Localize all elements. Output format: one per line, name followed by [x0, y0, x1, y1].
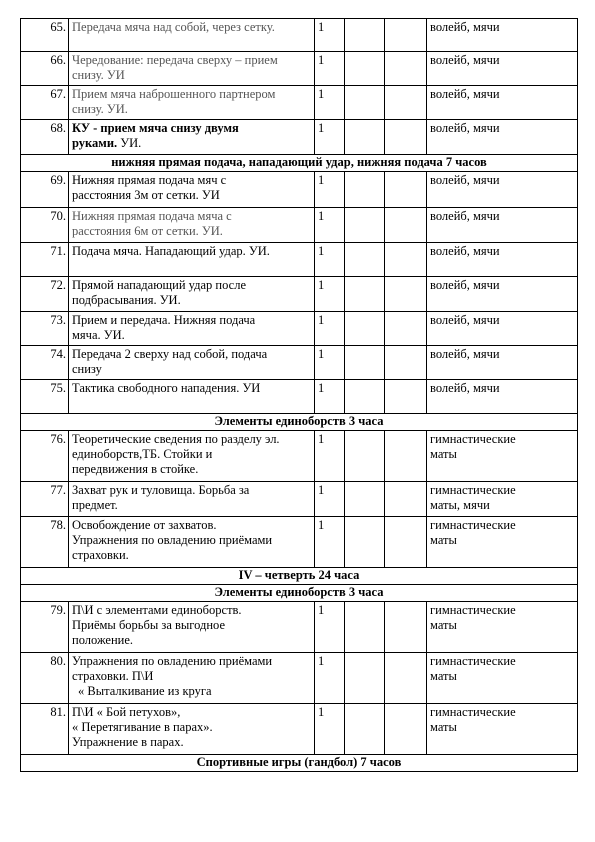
topic-line: страховки. П\И: [72, 669, 154, 683]
equipment-line: гимнастические: [430, 603, 516, 617]
equipment-line: волейб, мячи: [430, 20, 500, 34]
equipment-line: гимнастические: [430, 654, 516, 668]
lesson-equipment: [427, 482, 578, 517]
section-row: [21, 568, 578, 585]
lesson-hours: 1: [315, 19, 345, 52]
equipment-line: маты: [430, 533, 457, 547]
table-row: [21, 86, 578, 120]
table-row: [21, 243, 578, 277]
lesson-topic: [69, 208, 315, 243]
topic-line: П\И с элементами единоборств.: [72, 603, 242, 617]
topic-line: Упражнение в парах.: [72, 735, 184, 749]
topic-line: Подача мяча. Нападающий удар. УИ.: [72, 244, 270, 258]
equipment-line: волейб, мячи: [430, 173, 500, 187]
table-row: [21, 704, 578, 755]
equipment-line: гимнастические: [430, 705, 516, 719]
lesson-number: 74.: [21, 346, 69, 380]
date-plan-cell: [345, 346, 385, 380]
topic-line: КУ - прием мяча снизу двумя: [72, 121, 239, 135]
lesson-number: 81.: [21, 704, 69, 755]
lesson-topic: [69, 243, 315, 277]
lesson-hours: 1: [315, 380, 345, 414]
lesson-number: 80.: [21, 653, 69, 704]
date-fact-cell: [385, 653, 427, 704]
equipment-line: волейб, мячи: [430, 313, 500, 327]
date-fact-cell: [385, 208, 427, 243]
equipment-line: гимнастические: [430, 518, 516, 532]
date-plan-cell: [345, 86, 385, 120]
section-row: [21, 155, 578, 172]
date-plan-cell: [345, 380, 385, 414]
lesson-hours: 1: [315, 172, 345, 208]
lesson-topic: [69, 312, 315, 346]
topic-line: мяча. УИ.: [72, 328, 125, 342]
equipment-line: маты: [430, 447, 457, 461]
date-plan-cell: [345, 431, 385, 482]
topic-line: снизу. УИ: [72, 68, 125, 82]
equipment-line: маты: [430, 618, 457, 632]
topic-line: Упражнения по овладению приёмами: [72, 533, 273, 547]
equipment-line: волейб, мячи: [430, 121, 500, 135]
topic-line: расстояния 3м от сетки. УИ: [72, 188, 220, 202]
lesson-equipment: [427, 380, 578, 414]
date-fact-cell: [385, 52, 427, 86]
table-row: [21, 653, 578, 704]
lesson-number: 69.: [21, 172, 69, 208]
date-fact-cell: [385, 120, 427, 155]
date-plan-cell: [345, 517, 385, 568]
lesson-number: 68.: [21, 120, 69, 155]
lesson-topic: [69, 277, 315, 312]
table-row: [21, 431, 578, 482]
equipment-line: волейб, мячи: [430, 244, 500, 258]
lesson-hours: 1: [315, 208, 345, 243]
section-title: Спортивные игры (гандбол) 7 часов: [21, 755, 578, 772]
date-fact-cell: [385, 704, 427, 755]
topic-line: Тактика свободного нападения. УИ: [72, 381, 261, 395]
topic-line: предмет.: [72, 498, 118, 512]
lesson-topic: [69, 380, 315, 414]
lesson-topic: [69, 120, 315, 155]
topic-line: Теоретические сведения по разделу эл.: [72, 432, 280, 446]
topic-line: Упражнения по овладению приёмами: [72, 654, 273, 668]
section-title: нижняя прямая подача, нападающий удар, нижняя подача 7 часов: [21, 155, 578, 172]
table-row: [21, 277, 578, 312]
lesson-equipment: [427, 19, 578, 52]
table-row: [21, 517, 578, 568]
lesson-equipment: [427, 312, 578, 346]
lesson-equipment: [427, 602, 578, 653]
lesson-equipment: [427, 517, 578, 568]
lesson-number: 77.: [21, 482, 69, 517]
lesson-equipment: [427, 704, 578, 755]
lesson-topic: [69, 172, 315, 208]
lesson-equipment: [427, 120, 578, 155]
date-fact-cell: [385, 346, 427, 380]
lesson-topic: [69, 517, 315, 568]
topic-line: расстояния 6м от сетки. УИ.: [72, 224, 223, 238]
section-row: [21, 755, 578, 772]
lesson-hours: 1: [315, 602, 345, 653]
table-row: [21, 172, 578, 208]
lesson-hours: 1: [315, 120, 345, 155]
lesson-number: 66.: [21, 52, 69, 86]
date-plan-cell: [345, 120, 385, 155]
table-row: [21, 346, 578, 380]
topic-line: Приёмы борьбы за выгодное: [72, 618, 226, 632]
date-fact-cell: [385, 380, 427, 414]
topic-line: П\И « Бой петухов»,: [72, 705, 181, 719]
section-row: [21, 414, 578, 431]
table-row: [21, 312, 578, 346]
topic-line: подбрасывания. УИ.: [72, 293, 181, 307]
table-row: [21, 208, 578, 243]
lesson-number: 72.: [21, 277, 69, 312]
equipment-line: маты: [430, 720, 457, 734]
lesson-number: 76.: [21, 431, 69, 482]
table-body: [21, 19, 578, 772]
topic-line: снизу. УИ.: [72, 102, 128, 116]
topic-line: Передача мяча над собой, через сетку.: [72, 20, 275, 34]
table-row: [21, 52, 578, 86]
date-plan-cell: [345, 208, 385, 243]
lesson-number: 73.: [21, 312, 69, 346]
lesson-number: 79.: [21, 602, 69, 653]
topic-bold-part: руками.: [72, 136, 118, 150]
lesson-plan-table: [20, 18, 578, 772]
lesson-topic: [69, 19, 315, 52]
date-fact-cell: [385, 277, 427, 312]
lesson-number: 65.: [21, 19, 69, 52]
date-plan-cell: [345, 243, 385, 277]
table-row: [21, 482, 578, 517]
date-fact-cell: [385, 172, 427, 208]
topic-line: Прием мяча наброшенного партнером: [72, 87, 276, 101]
topic-line: Передача 2 сверху над собой, подача: [72, 347, 268, 361]
lesson-hours: 1: [315, 704, 345, 755]
lesson-hours: 1: [315, 346, 345, 380]
topic-line: « Перетягивание в парах».: [72, 720, 213, 734]
topic-line: Прием и передача. Нижняя подача: [72, 313, 256, 327]
equipment-line: маты, мячи: [430, 498, 490, 512]
table-row: [21, 380, 578, 414]
lesson-equipment: [427, 277, 578, 312]
lesson-topic: [69, 653, 315, 704]
topic-line: Захват рук и туловища. Борьба за: [72, 483, 250, 497]
lesson-hours: 1: [315, 312, 345, 346]
section-title: IV – четверть 24 часа: [21, 568, 578, 585]
lesson-hours: 1: [315, 517, 345, 568]
lesson-hours: 1: [315, 482, 345, 517]
page: [20, 18, 577, 772]
lesson-hours: 1: [315, 277, 345, 312]
lesson-hours: 1: [315, 431, 345, 482]
lesson-number: 75.: [21, 380, 69, 414]
date-fact-cell: [385, 602, 427, 653]
lesson-topic: [69, 482, 315, 517]
date-plan-cell: [345, 52, 385, 86]
lesson-hours: 1: [315, 52, 345, 86]
date-plan-cell: [345, 653, 385, 704]
lesson-hours: 1: [315, 243, 345, 277]
equipment-line: волейб, мячи: [430, 278, 500, 292]
date-plan-cell: [345, 312, 385, 346]
lesson-number: 71.: [21, 243, 69, 277]
lesson-equipment: [427, 653, 578, 704]
topic-line: Нижняя прямая подача мяча с: [72, 209, 232, 223]
lesson-equipment: [427, 172, 578, 208]
lesson-equipment: [427, 243, 578, 277]
lesson-number: 70.: [21, 208, 69, 243]
table-row: [21, 120, 578, 155]
equipment-line: волейб, мячи: [430, 347, 500, 361]
lesson-hours: 1: [315, 86, 345, 120]
date-plan-cell: [345, 482, 385, 517]
lesson-number: 78.: [21, 517, 69, 568]
equipment-line: волейб, мячи: [430, 209, 500, 223]
topic-line: страховки.: [72, 548, 129, 562]
equipment-line: гимнастические: [430, 432, 516, 446]
topic-line: [72, 136, 141, 150]
topic-line: Нижняя прямая подача мяч с: [72, 173, 227, 187]
date-fact-cell: [385, 86, 427, 120]
table-row: [21, 602, 578, 653]
date-fact-cell: [385, 19, 427, 52]
date-fact-cell: [385, 243, 427, 277]
date-plan-cell: [345, 277, 385, 312]
lesson-equipment: [427, 346, 578, 380]
lesson-equipment: [427, 86, 578, 120]
topic-line: Освобождение от захватов.: [72, 518, 217, 532]
section-title: Элементы единоборств 3 часа: [21, 585, 578, 602]
lesson-hours: 1: [315, 653, 345, 704]
equipment-line: гимнастические: [430, 483, 516, 497]
section-row: [21, 585, 578, 602]
table-row: [21, 19, 578, 52]
lesson-topic: [69, 86, 315, 120]
lesson-equipment: [427, 208, 578, 243]
date-plan-cell: [345, 172, 385, 208]
lesson-topic: [69, 602, 315, 653]
date-plan-cell: [345, 602, 385, 653]
lesson-equipment: [427, 52, 578, 86]
date-fact-cell: [385, 431, 427, 482]
equipment-line: волейб, мячи: [430, 53, 500, 67]
equipment-line: волейб, мячи: [430, 87, 500, 101]
lesson-topic: [69, 704, 315, 755]
topic-line: передвижения в стойке.: [72, 462, 199, 476]
date-fact-cell: [385, 482, 427, 517]
lesson-number: 67.: [21, 86, 69, 120]
topic-line: снизу: [72, 362, 102, 376]
lesson-topic: [69, 52, 315, 86]
topic-line: единоборств,ТБ. Стойки и: [72, 447, 213, 461]
topic-line: положение.: [72, 633, 134, 647]
date-plan-cell: [345, 19, 385, 52]
section-title: Элементы единоборств 3 часа: [21, 414, 578, 431]
equipment-line: волейб, мячи: [430, 381, 500, 395]
date-plan-cell: [345, 704, 385, 755]
topic-line: Чередование: передача сверху – прием: [72, 53, 278, 67]
topic-normal-part: УИ.: [117, 136, 142, 150]
topic-line: « Выталкивание из круга: [78, 684, 212, 698]
topic-line: Прямой нападающий удар после: [72, 278, 247, 292]
lesson-topic: [69, 431, 315, 482]
equipment-line: маты: [430, 669, 457, 683]
date-fact-cell: [385, 517, 427, 568]
lesson-equipment: [427, 431, 578, 482]
lesson-topic: [69, 346, 315, 380]
date-fact-cell: [385, 312, 427, 346]
